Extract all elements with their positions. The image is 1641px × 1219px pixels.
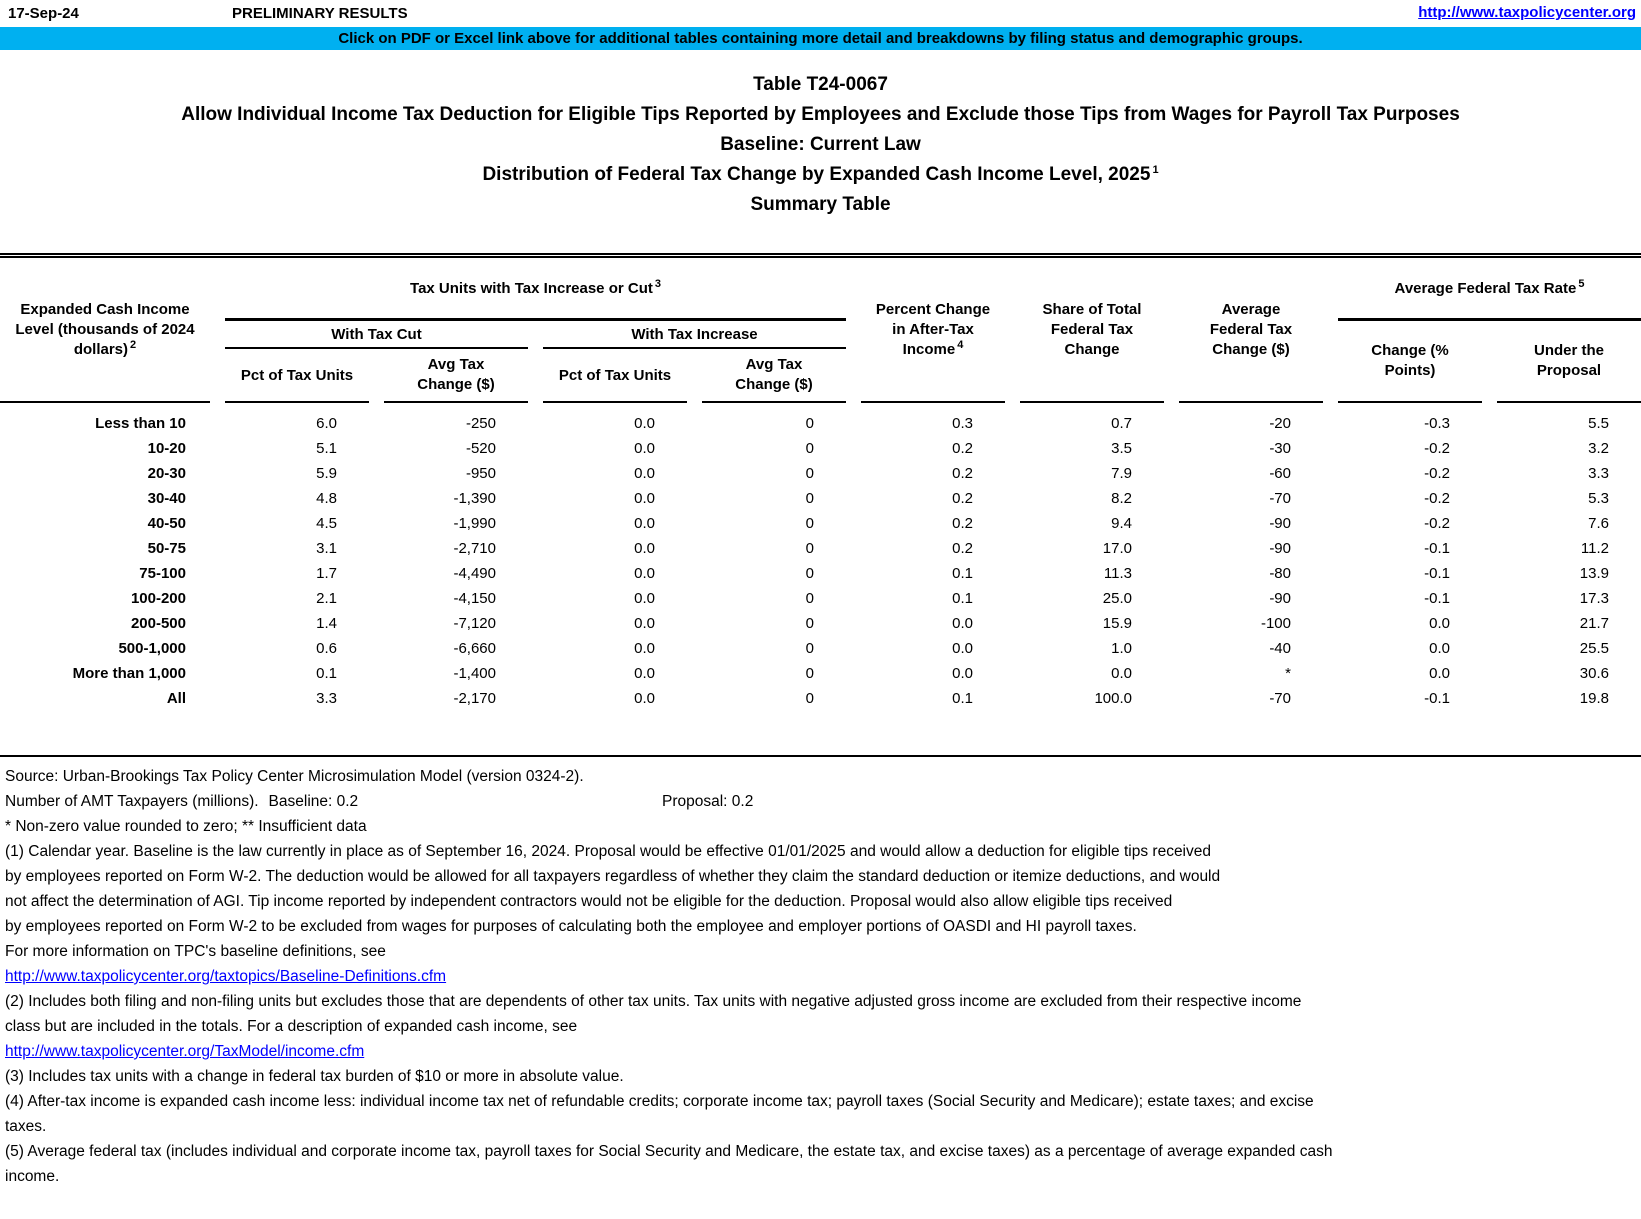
cell: 0 — [805, 615, 814, 632]
footnotes — [5, 839, 1641, 1189]
cell: 0.1 — [952, 590, 973, 607]
row-label: 40-50 — [147, 515, 186, 532]
footnote-line: taxes. — [5, 1118, 47, 1135]
cell: 0.1 — [316, 665, 337, 682]
cell: 1.7 — [316, 565, 337, 582]
cell: 17.0 — [1102, 540, 1132, 557]
cell: 0.0 — [634, 615, 655, 632]
cell: 5.3 — [1588, 490, 1609, 507]
cell: 0.0 — [1429, 640, 1450, 657]
cell: 0.2 — [952, 440, 973, 457]
col-header-pct-tax-units-increase: Pct of Tax Units — [543, 349, 687, 403]
cell: -250 — [465, 415, 496, 432]
cell: 0.3 — [952, 415, 973, 432]
cell: -1,390 — [453, 490, 496, 507]
cell: 0.7 — [1111, 415, 1132, 432]
cell: 0.0 — [1429, 665, 1450, 682]
footnote-ref-5: 5 — [1578, 277, 1585, 290]
cell: 0 — [805, 415, 814, 432]
col-header-rate-change-points: Change (% Points) — [1338, 321, 1482, 403]
cell: -0.1 — [1424, 540, 1450, 557]
cell: 21.7 — [1579, 615, 1609, 632]
cell: 25.5 — [1579, 640, 1609, 657]
cell: 0 — [805, 690, 814, 707]
info-banner: Click on PDF or Excel link above for additional tables containing more detail and breakdowns by filing status and demographic groups. — [0, 27, 1641, 50]
table-row — [0, 436, 1641, 461]
cell: 1.0 — [1111, 640, 1132, 657]
cell: -70 — [1269, 490, 1291, 507]
amt-label: Number of AMT Taxpayers (millions). — [5, 793, 259, 810]
summary-table-title: Summary Table — [750, 194, 891, 215]
row-label: 200-500 — [130, 615, 186, 632]
cell: 0 — [805, 640, 814, 657]
symbols-note: * Non-zero value rounded to zero; ** Insufficient data — [5, 818, 367, 835]
preliminary-results-label: PRELIMINARY RESULTS — [232, 5, 408, 22]
cell: -0.2 — [1424, 465, 1450, 482]
footnote-ref-2: 2 — [130, 338, 137, 351]
cell: 0.0 — [634, 640, 655, 657]
cell: 0.0 — [952, 615, 973, 632]
cell: 9.4 — [1111, 515, 1132, 532]
col-header-avg-federal-tax-change: Average Federal Tax Change ($) — [1179, 258, 1323, 403]
table-row — [0, 611, 1641, 636]
table-row — [0, 586, 1641, 611]
cell: 0 — [805, 490, 814, 507]
cell: -0.1 — [1424, 590, 1450, 607]
cell: 0 — [805, 540, 814, 557]
cell: 3.5 — [1111, 440, 1132, 457]
cell: 5.5 — [1588, 415, 1609, 432]
footnote-line: (4) After-tax income is expanded cash income less: individual income tax net of refundable credits; corporate income tax; payroll taxes (Social Security and Medicare); estate taxes; and excise — [5, 1093, 1314, 1110]
cell: 15.9 — [1102, 615, 1132, 632]
cell: 0.6 — [316, 640, 337, 657]
cell: -7,120 — [453, 615, 496, 632]
cell: -0.1 — [1424, 565, 1450, 582]
cell: -90 — [1269, 590, 1291, 607]
table-number-title: Table T24-0067 — [753, 74, 888, 95]
cell: 0.0 — [634, 690, 655, 707]
cell: -2,170 — [453, 690, 496, 707]
amt-note — [5, 789, 1641, 814]
cell: -0.2 — [1424, 490, 1450, 507]
cell: 0.2 — [952, 465, 973, 482]
cell: -4,490 — [453, 565, 496, 582]
table-row — [0, 511, 1641, 536]
cell: 3.3 — [316, 690, 337, 707]
cell: 0.0 — [634, 590, 655, 607]
footnote-line: (2) Includes both filing and non-filing units but excludes those that are dependents of other tax units. Tax units with negative adjusted gross income are excluded from their respective income — [5, 993, 1302, 1010]
footnote-ref-1: 1 — [1152, 163, 1159, 176]
footnote-line: For more information on TPC's baseline definitions, see — [5, 943, 386, 960]
cell: -90 — [1269, 540, 1291, 557]
cell: 0.1 — [952, 565, 973, 582]
cell: 0 — [805, 515, 814, 532]
row-label: Less than 10 — [95, 415, 186, 432]
cell: 25.0 — [1102, 590, 1132, 607]
footnote-line: (3) Includes tax units with a change in federal tax burden of $10 or more in absolute value. — [5, 1068, 624, 1085]
title-block — [0, 70, 1641, 220]
table-row — [0, 661, 1641, 686]
cell: 1.4 — [316, 615, 337, 632]
cell: 2.1 — [316, 590, 337, 607]
cell: -0.2 — [1424, 440, 1450, 457]
cell: -0.3 — [1424, 415, 1450, 432]
table-row — [0, 561, 1641, 586]
top-bar — [0, 0, 1641, 27]
cell: 0.2 — [952, 490, 973, 507]
cell: -950 — [465, 465, 496, 482]
row-label: 30-40 — [147, 490, 186, 507]
cell: 8.2 — [1111, 490, 1132, 507]
cell: 5.1 — [316, 440, 337, 457]
cell: 0.2 — [952, 515, 973, 532]
cell: -30 — [1269, 440, 1291, 457]
source-note: Source: Urban-Brookings Tax Policy Center Microsimulation Model (version 0324-2). — [5, 768, 584, 785]
row-label: 75-100 — [139, 565, 186, 582]
row-label: All — [166, 690, 186, 707]
cell: 3.3 — [1588, 465, 1609, 482]
col-header-rate-under-proposal: Under the Proposal — [1497, 321, 1641, 403]
cell: 0.0 — [634, 565, 655, 582]
footnote-ref-3: 3 — [654, 277, 661, 290]
cell: -100 — [1260, 615, 1291, 632]
cell: 0.0 — [634, 540, 655, 557]
report-date: 17-Sep-24 — [8, 5, 79, 22]
col-header-avg-tax-change-increase: Avg Tax Change ($) — [702, 349, 846, 403]
cell: 0.0 — [634, 515, 655, 532]
cell: 0.0 — [1429, 615, 1450, 632]
cell: 3.2 — [1588, 440, 1609, 457]
footnote-line: (1) Calendar year. Baseline is the law currently in place as of September 16, 2024. Proposal would be effective 01/01/2025 and would allow a deduction for eligible tips received — [5, 843, 1211, 860]
row-label: 20-30 — [147, 465, 186, 482]
cell: 0.0 — [634, 440, 655, 457]
cell: 6.0 — [316, 415, 337, 432]
col-group-tax-units: Tax Units with Tax Increase or Cut $^3$ — [225, 258, 846, 321]
col-group-avg-federal-tax-rate: Average Federal Tax Rate $^5$ — [1338, 258, 1641, 321]
cell: -520 — [465, 440, 496, 457]
cell: 11.3 — [1103, 565, 1132, 582]
cell: 0.0 — [1111, 665, 1132, 682]
cell: 0 — [805, 440, 814, 457]
row-label: 100-200 — [130, 590, 186, 607]
cell: 0 — [805, 665, 814, 682]
distribution-title: Distribution of Federal Tax Change by Expanded Cash Income Level, 2025 $^1$ — [482, 163, 1159, 185]
cell: -0.1 — [1424, 690, 1450, 707]
cell: -6,660 — [453, 640, 496, 657]
col-header-pct-tax-units-cut: Pct of Tax Units — [225, 349, 369, 403]
cell: 19.8 — [1579, 690, 1609, 707]
table-body — [0, 403, 1641, 711]
row-label: More than 1,000 — [72, 665, 186, 682]
cell: 4.8 — [316, 490, 337, 507]
cell: 100.0 — [1094, 690, 1132, 707]
cell: 7.6 — [1588, 515, 1609, 532]
cell: 3.1 — [316, 540, 337, 557]
cell: 0 — [805, 590, 814, 607]
cell: 0 — [805, 565, 814, 582]
col-group-with-tax-increase: With Tax Increase — [543, 321, 846, 349]
cell: 0 — [805, 465, 814, 482]
cell: 0.0 — [634, 665, 655, 682]
cell: -90 — [1269, 515, 1291, 532]
row-label: 500-1,000 — [118, 640, 186, 657]
cell: 7.9 — [1111, 465, 1132, 482]
row-label: 10-20 — [147, 440, 186, 457]
footnote-line — [5, 1039, 1641, 1064]
footnote-line: class but are included in the totals. For a description of expanded cash income, see — [5, 1018, 578, 1035]
cell: 0.1 — [952, 690, 973, 707]
cell: 0.0 — [634, 490, 655, 507]
cell: 11.2 — [1580, 540, 1609, 557]
cell: -4,150 — [453, 590, 496, 607]
cell: 4.5 — [316, 515, 337, 532]
cell: -70 — [1269, 690, 1291, 707]
taxpolicycenter-link[interactable]: http://www.taxpolicycenter.org — [1418, 4, 1636, 21]
cell: 0.0 — [952, 640, 973, 657]
cell: 17.3 — [1579, 590, 1609, 607]
table-row — [0, 636, 1641, 661]
col-header-share-of-total: Share of Total Federal Tax Change — [1020, 258, 1164, 403]
cell: -0.2 — [1424, 515, 1450, 532]
cell: 0.0 — [634, 415, 655, 432]
table-row — [0, 686, 1641, 711]
footnote-line — [5, 964, 1641, 989]
footnote-line: by employees reported on Form W-2 to be excluded from wages for purposes of calculating both the employee and employer portions of OASDI and HI payroll taxes. — [5, 918, 1137, 935]
footnote-line: (5) Average federal tax (includes individual and corporate income tax, payroll taxes for Social Security and Medicare, the estate tax, and excise taxes) as a percentage of average expanded cash — [5, 1143, 1333, 1160]
amt-proposal-value: Proposal: 0.2 — [662, 793, 754, 810]
col-header-pct-change-after-tax: Percent Change in After-Tax Income $^4$ — [861, 258, 1005, 403]
table-row — [0, 461, 1641, 486]
footnote-link[interactable]: http://www.taxpolicycenter.org/taxtopics/Baseline-Definitions.cfm — [5, 968, 447, 985]
footnote-line: income. — [5, 1168, 60, 1185]
cell: 0.0 — [952, 665, 973, 682]
cell: -2,710 — [453, 540, 496, 557]
cell: 30.6 — [1579, 665, 1609, 682]
row-label: 50-75 — [147, 540, 186, 557]
cell: -1,990 — [453, 515, 496, 532]
cell: 0.0 — [634, 465, 655, 482]
footnote-line: by employees reported on Form W-2. The deduction would be allowed for all taxpayers regardless of whether they claim the standard deduction or itemize deductions, and would — [5, 868, 1221, 885]
table-row — [0, 486, 1641, 511]
distribution-table-wrapper — [0, 253, 1641, 757]
table-row — [0, 536, 1641, 561]
footnote-ref-4: 4 — [957, 338, 964, 351]
cell: -20 — [1269, 415, 1291, 432]
col-header-income-level: Expanded Cash Income Level (thousands of 2024 dollars) $^2$ — [0, 258, 210, 403]
cell: 5.9 — [316, 465, 337, 482]
proposal-title: Allow Individual Income Tax Deduction for Eligible Tips Reported by Employees and Exclude those Tips from Wages for Payroll Tax Purposes — [181, 104, 1460, 125]
cell: 0.2 — [952, 540, 973, 557]
cell: -80 — [1269, 565, 1291, 582]
cell: 13.9 — [1579, 565, 1609, 582]
table-row — [0, 403, 1641, 436]
cell: * — [1285, 665, 1291, 682]
footnote-line: not affect the determination of AGI. Tip income reported by independent contractors would not be eligible for the deduction. Proposal would also allow eligible tips received — [5, 893, 1173, 910]
distribution-table — [0, 258, 1641, 711]
amt-baseline-value: Baseline: 0.2 — [268, 793, 359, 810]
footnote-link[interactable]: http://www.taxpolicycenter.org/TaxModel/income.cfm — [5, 1043, 365, 1060]
cell: -40 — [1269, 640, 1291, 657]
cell: -1,400 — [453, 665, 496, 682]
col-header-avg-tax-change-cut: Avg Tax Change ($) — [384, 349, 528, 403]
col-group-with-tax-cut: With Tax Cut — [225, 321, 528, 349]
notes-block — [0, 764, 1641, 1189]
cell: -60 — [1269, 465, 1291, 482]
baseline-title: Baseline: Current Law — [720, 134, 921, 155]
